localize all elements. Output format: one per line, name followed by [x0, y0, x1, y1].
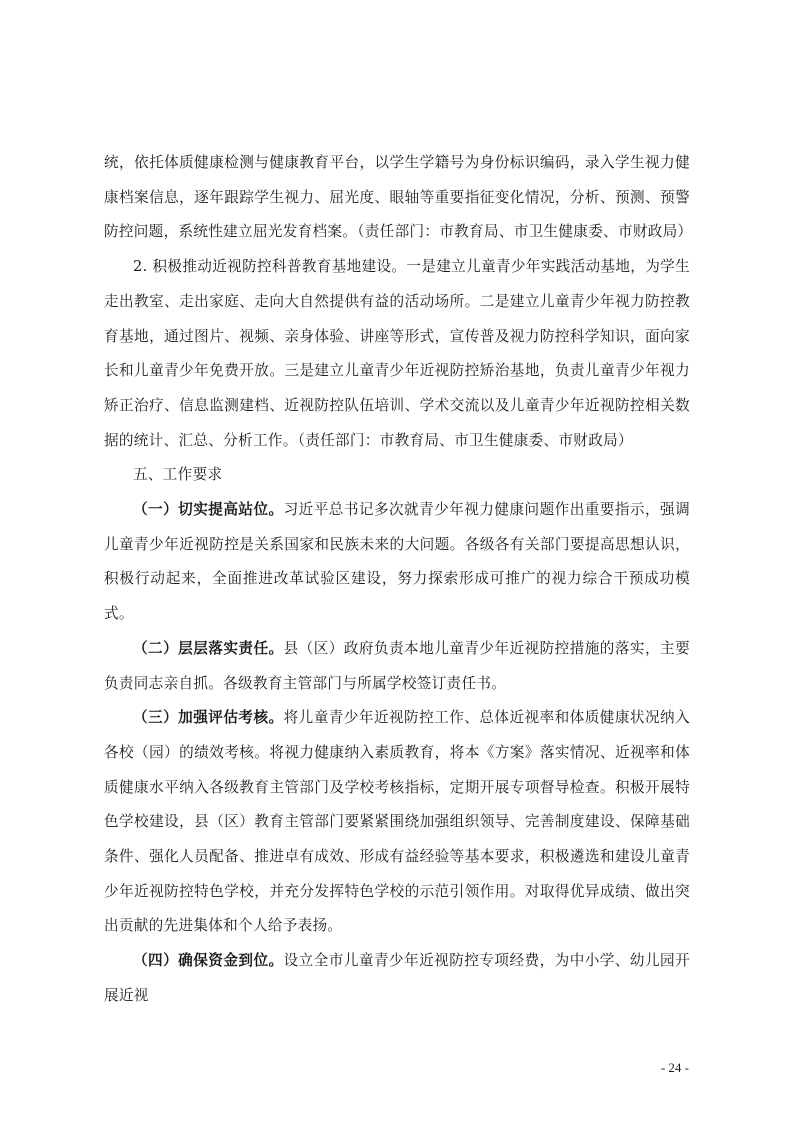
- paragraph-continuation: [104, 146, 693, 250]
- paragraph-lead: （一）切实提高站位。: [133, 501, 284, 519]
- paragraph-lead: （二）层层落实责任。: [133, 639, 284, 657]
- page-number: - 24 -: [660, 1060, 689, 1075]
- paragraph-text: 将儿童青少年近视防控工作、总体近视率和体质健康状况纳入各校（园）的绩效考核。将视力健康纳入素质教育，将本《方案》落实情况、近视率和体质健康水平纳入各级教育主管部门及学校考核指标，定期开展专项督导检查。积极开展特色学校建设，县（区）教育主管部门要紧紧围绕加强组织领导、完善制度建设、保障基础条件、强化人员配备、推进卓有成效、形成有益经验等基本要求，积极遴选和建设儿童青少年近视防控特色学校，并充分发挥特色学校的示范引领作用。对取得优异成绩、做出突出贡献的先进集体和个人给予表扬。: [104, 709, 690, 935]
- paragraph-requirement-4: [104, 944, 690, 1013]
- heading-text: 五、工作要求: [133, 466, 223, 484]
- section-heading-work-requirements: [104, 458, 690, 493]
- paragraph-text: 统，依托体质健康检测与健康教育平台，以学生学籍号为身份标识编码，录入学生视力健康档案信息，逐年跟踪学生视力、屈光度、眼轴等重要指征变化情况，分析、预测、预警防控问题，系统性建立屈光发育档案。（责任部门：市教育局、市卫生健康委、市财政局）: [104, 154, 693, 241]
- paragraph-text: 县（区）政府负责本地儿童青少年近视防控措施的落实，主要负责同志亲自抓。各级教育主管部门与所属学校签订责任书。: [104, 639, 690, 692]
- paragraph-requirement-3: [104, 701, 690, 944]
- paragraph-requirement-1: [104, 493, 690, 632]
- paragraph-text: 2. 积极推动近视防控科普教育基地建设。一是建立儿童青少年实践活动基地，为学生走出教室、走出家庭、走向大自然提供有益的活动场所。二是建立儿童青少年视力防控教育基地，通过图片、视频、亲身体验、讲座等形式，宣传普及视力防控科学知识，面向家长和儿童青少年免费开放。三是建立儿童青少年近视防控矫治基地，负责儿童青少年视力矫正治疗、信息监测建档、近视防控队伍培训、学术交流以及儿童青少年近视防控相关数据的统计、汇总、分析工作。（责任部门：市教育局、市卫生健康委、市财政局）: [104, 258, 690, 449]
- paragraph-text: 设立全市儿童青少年近视防控专项经费，为中小学、幼儿园开展近视: [104, 952, 690, 1004]
- document-body: [104, 146, 693, 1014]
- paragraph-lead: （三）加强评估考核。: [133, 709, 284, 727]
- paragraph-lead: （四）确保资金到位。: [133, 952, 284, 970]
- paragraph-text: 习近平总书记多次就青少年视力健康问题作出重要指示，强调儿童青少年近视防控是关系国家和民族未来的大问题。各级各有关部门要提高思想认识，积极行动起来，全面推进改革试验区建设，努力探索形成可推广的视力综合干预成功模式。: [104, 501, 690, 623]
- paragraph-item-2: [104, 250, 690, 458]
- paragraph-requirement-2: [104, 632, 690, 701]
